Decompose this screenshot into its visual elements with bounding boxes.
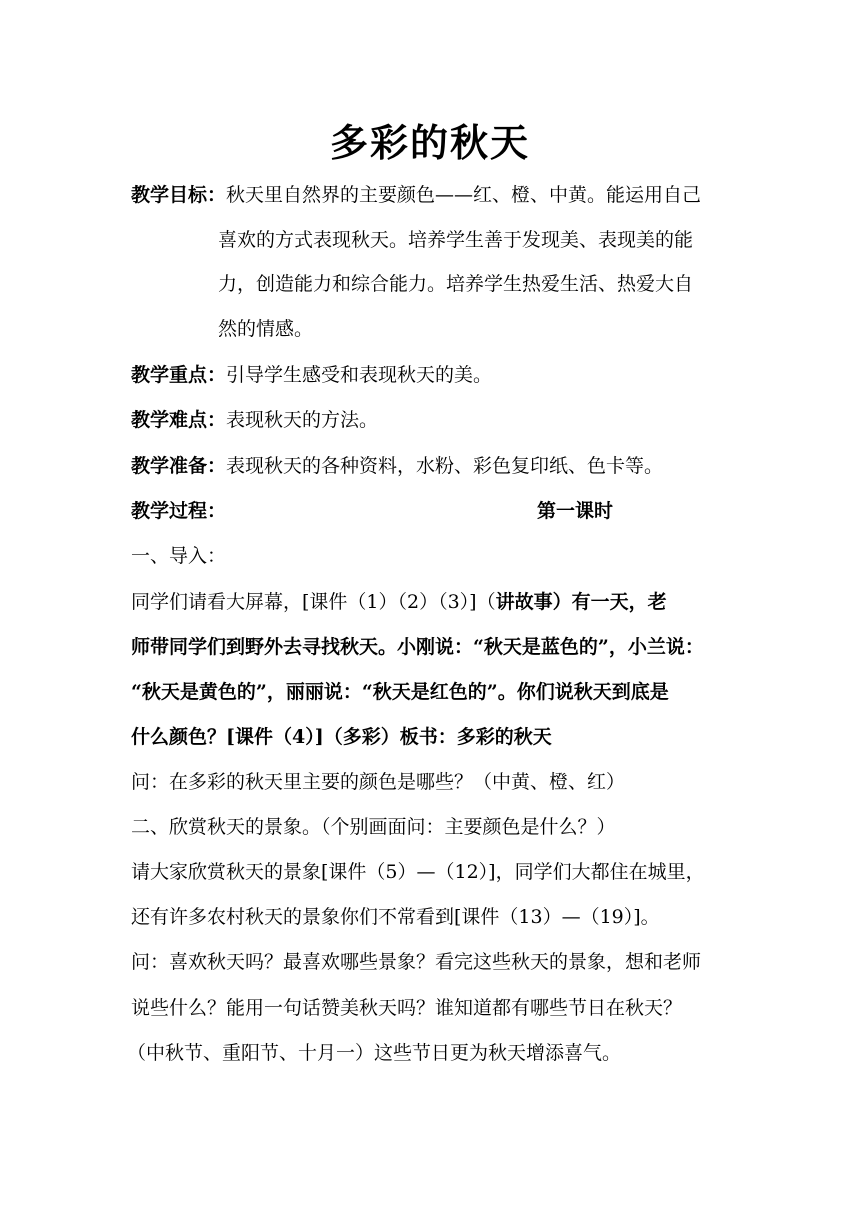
- prep-label: 教学准备：: [131, 455, 227, 477]
- section1-para-line-1: [131, 588, 731, 616]
- difficulty-label: 教学难点：: [131, 409, 227, 431]
- goal-label: 教学目标：: [131, 184, 227, 206]
- difficulty-line: [131, 406, 731, 434]
- section1-question: 问：在多彩的秋天里主要的颜色是哪些？（中黄、橙、红）: [131, 771, 626, 793]
- goal-line-1: [131, 181, 731, 209]
- section1-para-line-2: 师带同学们到野外去寻找秋天。小刚说：“秋天是蓝色的”，小兰说：: [131, 636, 704, 658]
- section2-line-1: 请大家欣赏秋天的景象[课件（5）—（12）]，同学们大都住在城里，: [131, 861, 705, 883]
- section1-para-line-4: 什么颜色？[课件（4）]（多彩）板书：多彩的秋天: [131, 726, 552, 748]
- goal-line-2: 喜欢的方式表现秋天。培养学生善于发现美、表现美的能: [218, 229, 694, 251]
- key-point-label: 教学重点：: [131, 364, 227, 386]
- goal-line-4: 然的情感。: [218, 318, 314, 340]
- key-point-line: [131, 361, 731, 389]
- section1-para-normal: 同学们请看大屏幕，[课件（1）（2）（3）]（: [131, 591, 496, 613]
- prep-text: 表现秋天的各种资料，水粉、彩色复印纸、色卡等。: [226, 455, 664, 477]
- section2-line-2: 还有许多农村秋天的景象你们不常看到[课件（13）—（19）]。: [131, 906, 660, 928]
- page-title: 多彩的秋天: [329, 120, 530, 165]
- section1-para-line-3: “秋天是黄色的”，丽丽说：“秋天是红色的”。你们说秋天到底是: [131, 681, 669, 703]
- section1-heading: 一、导入：: [131, 545, 227, 567]
- section2-line-3: 问：喜欢秋天吗？最喜欢哪些景象？看完这些秋天的景象，想和老师: [131, 951, 702, 973]
- section2-line-4: 说些什么？能用一句话赞美秋天吗？谁知道都有哪些节日在秋天？: [131, 997, 683, 1019]
- process-label: 教学过程：: [131, 500, 227, 522]
- prep-line: [131, 452, 731, 480]
- lesson-label: 第一课时: [537, 500, 614, 522]
- section2-heading: 二、欣赏秋天的景象。（个别画面问：主要颜色是什么？）: [131, 816, 616, 838]
- key-point-text: 引导学生感受和表现秋天的美。: [226, 364, 493, 386]
- section1-para-bold: 讲故事）有一天，老: [495, 591, 667, 613]
- section2-line-5: （中秋节、重阳节、十月一）这些节日更为秋天增添喜气。: [127, 1042, 622, 1064]
- goal-line-3: 力，创造能力和综合能力。培养学生热爱生活、热爱大自: [218, 273, 694, 295]
- goal-text-1: 秋天里自然界的主要颜色——红、橙、中黄。能运用自己: [226, 184, 702, 206]
- difficulty-text: 表现秋天的方法。: [226, 409, 379, 431]
